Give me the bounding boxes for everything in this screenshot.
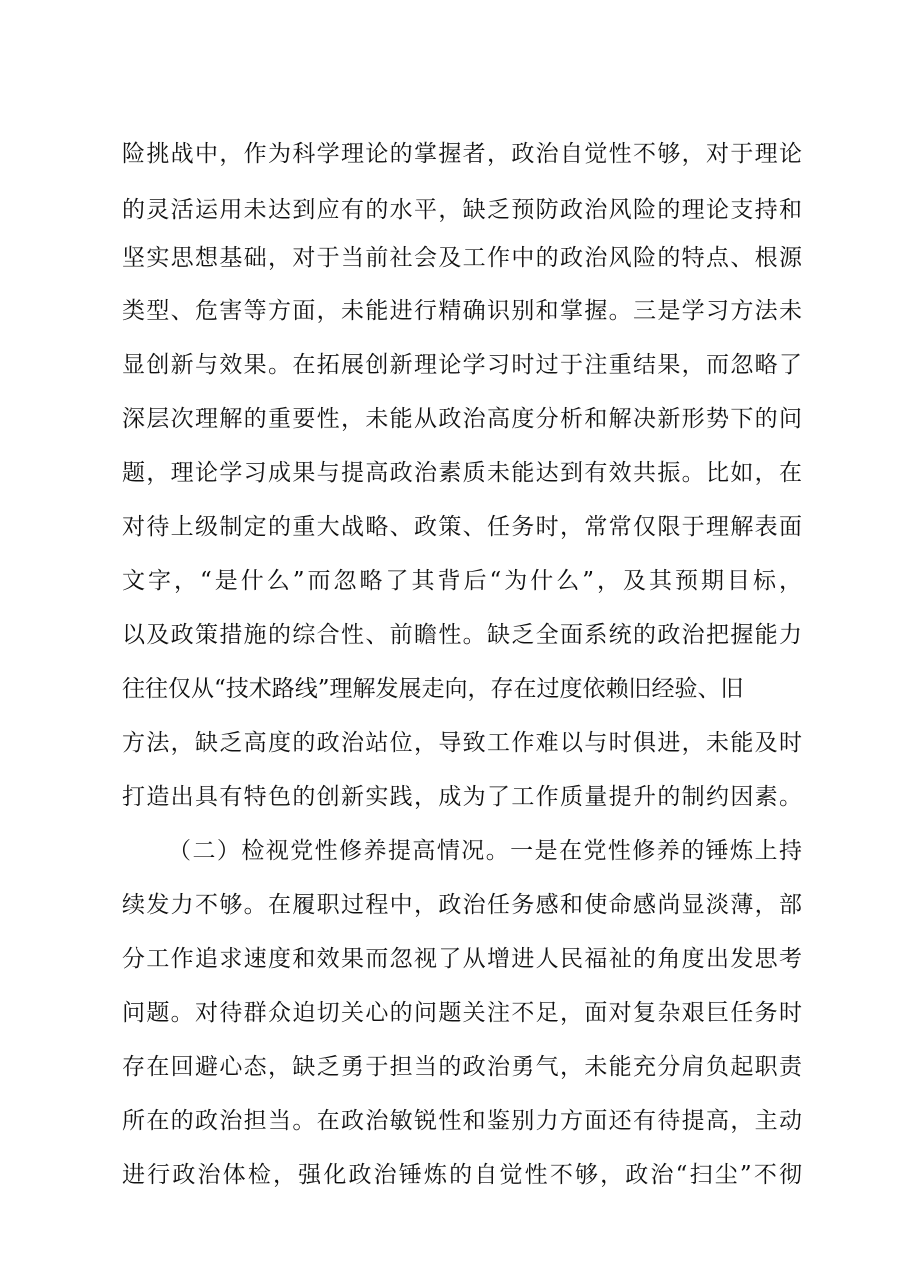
text-line: 方法，缺乏高度的政治站位，导致工作难以与时俱进，未能及时 — [122, 730, 802, 756]
text-line: 以及政策措施的综合性、前瞻性。缺乏全面系统的政治把握能力 — [122, 622, 802, 648]
text-line: 续发力不够。在履职过程中，政治任务感和使命感尚显淡薄，部 — [122, 892, 802, 918]
text-line: 深层次理解的重要性，未能从政治高度分析和解决新形势下的问 — [122, 406, 802, 432]
text-line: 存在回避心态，缺乏勇于担当的政治勇气，未能充分肩负起职责 — [122, 1054, 802, 1080]
text-line: 题，理论学习成果与提高政治素质未能达到有效共振。比如，在 — [122, 460, 802, 486]
text-line: 类型、危害等方面，未能进行精确识别和掌握。三是学习方法未 — [122, 298, 802, 324]
text-line: 分工作追求速度和效果而忽视了从增进人民福祉的角度出发思考 — [122, 946, 802, 972]
text-line: 文字，“是什么”而忽略了其背后“为什么”，及其预期目标， — [122, 568, 802, 594]
text-line: 所在的政治担当。在政治敏锐性和鉴别力方面还有待提高，主动 — [122, 1108, 802, 1134]
paragraph-end-line: 打造出具有特色的创新实践，成为了工作质量提升的制约因素。 — [122, 784, 802, 810]
section-heading-line: （二）检视党性修养提高情况。一是在党性修养的锤炼上持 — [168, 838, 802, 864]
text-line: 的灵活运用未达到应有的水平，缺乏预防政治风险的理论支持和 — [122, 197, 802, 223]
text-line: 进行政治体检，强化政治锤炼的自觉性不够，政治“扫尘”不彻 — [122, 1162, 802, 1188]
text-line: 显创新与效果。在拓展创新理论学习时过于注重结果，而忽略了 — [122, 352, 802, 378]
text-line: 险挑战中，作为科学理论的掌握者，政治自觉性不够，对于理论 — [122, 141, 802, 167]
text-line: 往往仅从“技术路线”理解发展走向，存在过度依赖旧经验、旧 — [122, 676, 744, 702]
text-line: 问题。对待群众迫切关心的问题关注不足，面对复杂艰巨任务时 — [122, 1000, 802, 1026]
text-line: 对待上级制定的重大战略、政策、任务时，常常仅限于理解表面 — [122, 514, 802, 540]
text-line: 坚实思想基础，对于当前社会及工作中的政治风险的特点、根源 — [122, 245, 802, 271]
